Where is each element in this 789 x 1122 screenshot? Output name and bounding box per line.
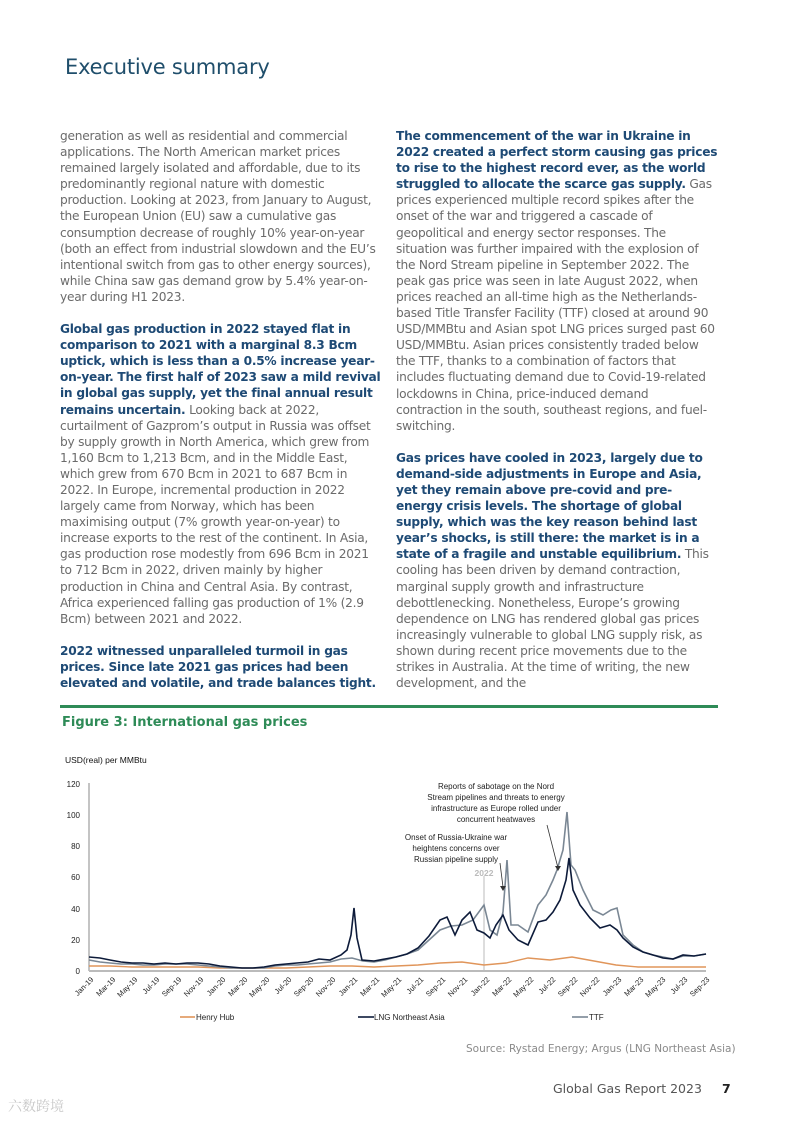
svg-text:Nov-22: Nov-22 [577, 975, 602, 999]
watermark: 六数跨境 [8, 1099, 64, 1115]
lng-northeast-asia-line [89, 858, 706, 968]
svg-text:May-20: May-20 [247, 975, 272, 1000]
y-tick: 80 [71, 842, 80, 851]
page-title: Executive summary [65, 55, 270, 79]
chart-y-axis-label: USD(real) per MMBtu [65, 755, 147, 765]
y-tick: 60 [71, 873, 80, 882]
svg-text:May-23: May-23 [643, 975, 668, 1000]
ttf-line [89, 812, 706, 968]
chart-legend [180, 1013, 604, 1022]
paragraph-text: This cooling has been driven by demand contraction, marginal supply growth and infrastructure debottlenecking. Nonetheless, Europe’s growing dependence on LNG has rendered global gas prices increasingly vulnerable to global LNG supply risk, as shown during recent price movements due to the strikes in Australia. At the time of writing, the new development, and the [396, 547, 709, 691]
svg-text:Nov-21: Nov-21 [445, 975, 470, 999]
svg-text:May-21: May-21 [379, 975, 404, 1000]
annotation-nord-stream [427, 782, 564, 824]
svg-text:Sep-20: Sep-20 [291, 975, 316, 999]
paragraph [60, 321, 382, 627]
figure-divider [60, 705, 718, 708]
svg-text:Sep-22: Sep-22 [555, 975, 580, 999]
svg-text:Sep-21: Sep-21 [423, 975, 448, 999]
henry-hub-line [89, 957, 706, 968]
svg-text:Russian pipeline supply: Russian pipeline supply [413, 855, 499, 864]
year-2022-label: 2022 [474, 868, 494, 878]
annotation-arrow [547, 825, 558, 868]
svg-text:Jan-22: Jan-22 [468, 975, 492, 998]
paragraph-lead: The commencement of the war in Ukraine in 2022 created a perfect storm causing gas prices to rise to the highest record ever, as the world struggled to allocate the scarce gas supply. [396, 129, 718, 192]
paragraph-text: Gas prices experienced multiple record spikes after the onset of the war and triggered a cascade of geopolitical and energy sector responses. The situation was further impaired with the explosion of the Nord Stream pipeline in September 2022. The peak gas price was seen in late August 2022, when prices reached an all-time high as the Netherlands-based Title Transfer Facility (TTF) closed at around 90 USD/MMBtu and Asian spot LNG prices surged past 60 USD/MMBtu. Asian prices consistently traded below the TTF, thanks to a combination of factors that includes fluctuating demand due to Covid-19-related lockdowns in China, price-induced demand contraction in the south, southeast regions, and fuel-switching. [396, 177, 715, 433]
gas-price-chart [55, 748, 725, 1038]
svg-text:infrastructure as Europe rolle: infrastructure as Europe rolled under [431, 804, 561, 813]
paragraph [396, 128, 718, 434]
legend-label-henry-hub: Henry Hub [196, 1013, 235, 1022]
paragraph [60, 643, 382, 691]
svg-text:Onset of Russia-Ukraine war: Onset of Russia-Ukraine war [404, 833, 508, 842]
svg-text:Jul-23: Jul-23 [668, 975, 690, 996]
left-column [60, 128, 382, 707]
svg-text:heightens concerns over: heightens concerns over [412, 844, 500, 853]
svg-text:Mar-19: Mar-19 [94, 975, 118, 999]
svg-text:May-19: May-19 [115, 975, 140, 1000]
svg-text:Jan-19: Jan-19 [72, 975, 96, 998]
paragraph-lead: Global gas production in 2022 stayed flat in comparison to 2021 with a marginal 8.3 Bcm uptick, which is less than a 0.5% increase year-on-year. The first half of 2023 saw a mild revival in global gas supply, yet the final annual result remains uncertain. [60, 322, 381, 417]
svg-text:Jan-23: Jan-23 [600, 975, 624, 998]
svg-text:Jul-21: Jul-21 [404, 975, 426, 996]
paragraph-text: generation as well as residential and commercial applications. The North American market prices remained largely isolated and affordable, due to its predominantly regional nature with domestic production. Looking at 2023, from January to August, the European Union (EU) saw a cumulative gas consumption decrease of roughly 10% year-on-year (both an effect from industrial slowdown and the EU’s intentional switch from gas to other energy sources), while China saw gas demand grow by 5.4% year-on-year during H1 2023. [60, 129, 376, 304]
svg-text:Jul-19: Jul-19 [140, 975, 162, 996]
x-tick-labels [73, 975, 712, 999]
legend-label-ttf: TTF [589, 1013, 604, 1022]
svg-text:Stream pipelines and threats t: Stream pipelines and threats to energy [427, 793, 565, 802]
y-tick: 40 [71, 905, 80, 914]
svg-text:Mar-23: Mar-23 [622, 975, 646, 999]
svg-text:Nov-19: Nov-19 [181, 975, 206, 999]
figure-source: Source: Rystad Energy; Argus (LNG Northeast Asia) [466, 1043, 736, 1055]
paragraph-lead: 2022 witnessed unparalleled turmoil in gas prices. Since late 2021 gas prices had been elevated and volatile, and trade balances tight. [60, 643, 376, 690]
paragraph [60, 128, 382, 305]
y-tick: 100 [66, 811, 80, 820]
y-tick: 20 [71, 936, 80, 945]
annotation-russia-ukraine [405, 833, 508, 864]
page-number: 7 [722, 1081, 731, 1096]
svg-text:Sep-19: Sep-19 [159, 975, 184, 999]
arrowhead-icon [555, 866, 561, 871]
legend-label-lng: LNG Northeast Asia [374, 1013, 445, 1022]
figure-title: Figure 3: International gas prices [62, 715, 308, 730]
paragraph-text: Looking back at 2022, curtailment of Gazprom’s output in Russia was offset by supply growth in North America, which grew from 1,160 Bcm to 1,213 Bcm, and in the Middle East, which grew from 670 Bcm in 2021 to 687 Bcm in 2022. In Europe, incremental production in 2022 largely came from Norway, which has been maximising output (7% growth year-on-year) to increase exports to the rest of the continent. In Asia, gas production rose modestly from 696 Bcm in 2021 to 712 Bcm in 2022, driven mainly by higher production in China and Central Asia. By contrast, Africa experienced falling gas production of 1% (2.9 Bcm) between 2021 and 2022. [60, 402, 371, 626]
svg-text:Jul-22: Jul-22 [536, 975, 558, 996]
svg-text:Mar-20: Mar-20 [226, 975, 250, 999]
svg-text:Jan-20: Jan-20 [204, 975, 228, 998]
paragraph [396, 450, 718, 691]
svg-text:Reports of sabotage on the Nor: Reports of sabotage on the Nord [437, 782, 555, 791]
y-tick: 120 [66, 780, 80, 789]
right-column [396, 128, 718, 707]
annotation-arrow [500, 863, 503, 887]
svg-text:concurrent heatwaves: concurrent heatwaves [456, 815, 536, 824]
y-tick-labels [67, 780, 81, 976]
svg-text:Nov-20: Nov-20 [313, 975, 338, 999]
svg-text:Mar-22: Mar-22 [490, 975, 514, 999]
svg-text:Sep-23: Sep-23 [687, 975, 712, 999]
y-tick: 0 [75, 967, 80, 976]
svg-text:Mar-21: Mar-21 [358, 975, 382, 999]
svg-text:May-22: May-22 [511, 975, 536, 1000]
svg-text:Jul-20: Jul-20 [272, 975, 294, 996]
svg-text:Jan-21: Jan-21 [336, 975, 360, 998]
paragraph-lead: Gas prices have cooled in 2023, largely due to demand-side adjustments in Europe and Asia, yet they remain above pre-covid and pre-energy crisis levels. The shortage of global supply, which was the key reason behind last year’s shocks, is still there: the market is in a state of a fragile and unstable equilibrium. [396, 450, 703, 562]
footer-report-title: Global Gas Report 2023 [553, 1081, 702, 1096]
